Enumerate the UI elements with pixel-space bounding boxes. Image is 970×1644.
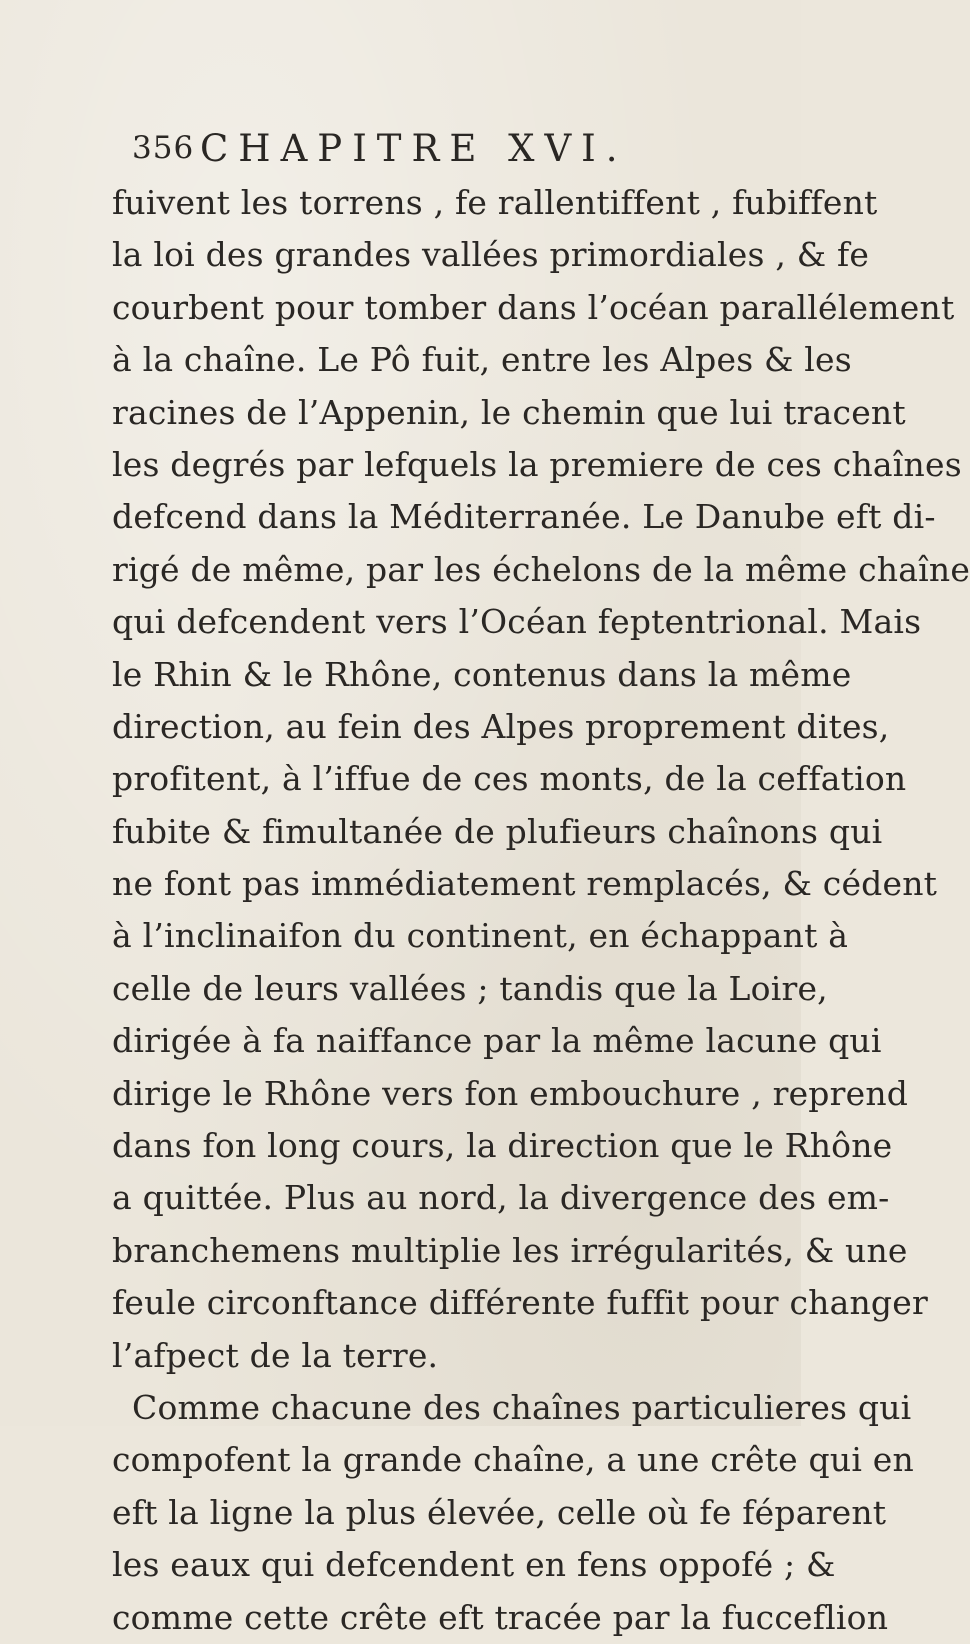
text-line: fubite & fimultanée de plufieurs chaînons qui [112,811,883,851]
text-line: les degrés par lefquels la premiere de ces chaînes [112,444,962,484]
text-line: defcend dans la Méditerranée. Le Danube eft di- [112,497,936,537]
text-line: les eaux qui defcendent en fens oppofé ; & [112,1545,836,1585]
text-line: a quittée. Plus au nord, la divergence des em- [112,1178,890,1218]
text-line: qui defcendent vers l’Océan feptentrional. Mais [112,602,922,642]
page-number: 356 [132,130,195,166]
text-line: courbent pour tomber dans l’océan parallélement [112,287,955,327]
body-text [112,177,970,1644]
paragraph-end-line: l’afpect de la terre. [112,1335,439,1375]
text-line: la loi des grandes vallées primordiales , & fe [112,235,870,275]
text-line: à la chaîne. Le Pô fuit, entre les Alpes & les [112,340,852,380]
running-title: CHAPITRE XVI. [200,127,628,170]
text-line: eft la ligne la plus élevée, celle où fe féparent [112,1492,887,1532]
text-line: compofent la grande chaîne, a une crête qui en [112,1440,914,1480]
text-line: rigé de même, par les échelons de la même chaîne [112,549,970,589]
text-line: dirige le Rhône vers fon embouchure , reprend [112,1073,909,1113]
text-line: dirigée à fa naiffance par la même lacune qui [112,1021,882,1061]
text-line: profitent, à l’iffue de ces monts, de la ceffation [112,759,907,799]
text-line: celle de leurs vallées ; tandis que la Loire, [112,968,828,1008]
text-line: feule circonftance différente fuffit pour changer [112,1283,928,1323]
paragraph-start-line: Comme chacune des chaînes particulieres qui [132,1387,912,1427]
text-line: racines de l’Appenin, le chemin que lui tracent [112,392,906,432]
text-line: direction, au fein des Alpes proprement dites, [112,706,890,746]
page-header [132,120,772,176]
text-line: branchemens multiplie les irrégularités, & une [112,1230,908,1270]
text-line: le Rhin & le Rhône, contenus dans la même [112,654,852,694]
text-line: comme cette crête eft tracée par la fucceflion [112,1597,889,1637]
text-line: dans fon long cours, la direction que le Rhône [112,1126,893,1166]
text-line: fuivent les torrens , fe rallentiffent , fubiffent [112,183,878,222]
text-line: ne font pas immédiatement remplacés, & cédent [112,864,938,904]
text-line: à l’inclinaifon du continent, en échappant à [112,916,849,956]
